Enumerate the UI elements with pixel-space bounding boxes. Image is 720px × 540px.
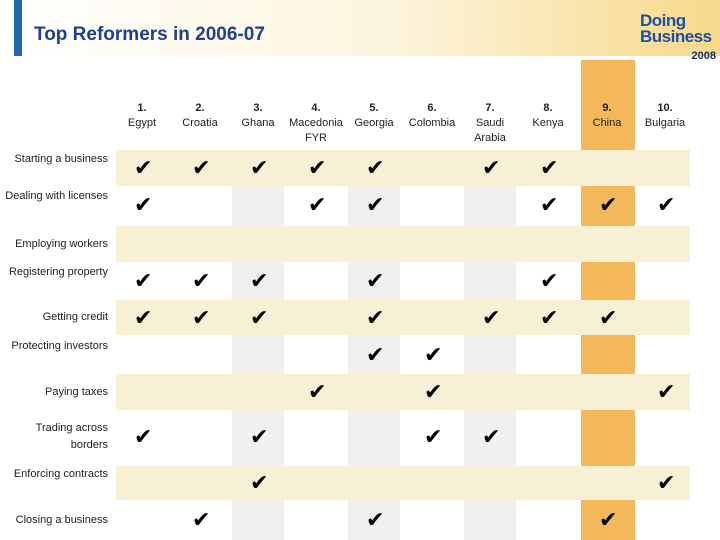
row-band [116,226,690,262]
header-banner [0,0,720,56]
column-country: Saudi Arabia [474,117,506,144]
column-country: Georgia [354,117,394,129]
check-icon: ✔ [540,192,559,217]
column-header [576,101,638,131]
logo-word-business: Business [640,27,712,46]
check-icon: ✔ [599,507,618,532]
check-icon: ✔ [657,192,676,217]
check-icon: ✔ [366,304,385,330]
check-icon: ✔ [366,155,385,180]
check-icon: ✔ [366,268,385,293]
check-icon: ✔ [540,304,559,330]
column-rank: 9. [602,102,612,114]
column-country: Colombia [408,117,456,129]
logo-word-doing: Doing [640,11,686,30]
column-country: Kenya [532,117,564,129]
row-label: Protecting investors [11,339,108,352]
check-icon: ✔ [134,192,153,217]
column-country: China [592,117,622,129]
row-label: Registering property [8,266,108,278]
check-icon: ✔ [308,155,327,180]
row-label: Enforcing contracts [13,468,108,480]
check-icon: ✔ [308,379,327,404]
check-icon: ✔ [250,155,269,180]
check-icon: ✔ [366,192,385,217]
column-header [517,101,579,131]
column-rank: 6. [427,102,437,114]
column-country: Macedonia FYR [289,117,343,144]
check-icon: ✔ [134,268,153,293]
column-country: Ghana [241,117,275,129]
row-label: Dealing with licenses [5,190,108,202]
column-header [634,101,696,131]
check-icon: ✔ [540,268,559,293]
check-icon: ✔ [424,379,443,404]
column-header [459,101,521,146]
column-country: Bulgaria [644,117,686,129]
header-accent-bar [14,0,22,56]
column-header [227,101,289,131]
check-icon: ✔ [250,470,269,495]
row-band [116,374,690,410]
check-icon: ✔ [366,507,385,532]
check-icon: ✔ [250,424,269,449]
check-icon: ✔ [657,379,676,404]
page-title: Top Reformers in 2006-07 [34,24,265,45]
check-icon: ✔ [366,341,385,367]
check-icon: ✔ [192,268,211,293]
column-header [285,101,347,146]
check-icon: ✔ [134,304,153,330]
check-icon: ✔ [599,192,618,217]
column-rank: 2. [195,102,205,114]
row-label: Closing a business [15,513,108,526]
column-header [401,101,463,131]
column-country: Egypt [127,117,157,129]
check-icon: ✔ [134,424,153,449]
check-icon: ✔ [482,424,501,449]
check-icon: ✔ [540,155,559,180]
column-country: Croatia [182,117,218,129]
check-icon: ✔ [134,155,153,180]
column-rank: 10. [657,102,673,114]
check-icon: ✔ [424,341,443,367]
column-header [111,101,173,131]
column-header [343,101,405,131]
check-icon: ✔ [250,268,269,293]
check-icon: ✔ [192,155,211,180]
check-icon: ✔ [250,304,269,330]
check-icon: ✔ [308,192,327,217]
logo-year: 2008 [691,50,716,62]
row-label: Starting a business [14,153,108,165]
row-label: Employing workers [15,237,108,250]
check-icon: ✔ [192,507,211,532]
check-icon: ✔ [192,304,211,330]
row-label: Getting credit [42,311,108,323]
column-rank: 7. [485,102,495,114]
column-rank: 8. [543,102,553,114]
row-band [116,466,690,500]
doing-business-logo [640,13,720,65]
row-label: Paying taxes [45,385,108,398]
column-rank: 4. [311,102,321,114]
column-rank: 3. [253,102,263,114]
column-rank: 5. [369,102,379,114]
check-icon: ✔ [657,470,676,495]
check-icon: ✔ [482,155,501,180]
check-icon: ✔ [424,424,443,449]
check-icon: ✔ [599,304,618,330]
check-icon: ✔ [482,304,501,330]
row-label: Trading across borders [35,422,108,451]
column-rank: 1. [137,102,147,114]
column-header [169,101,231,131]
